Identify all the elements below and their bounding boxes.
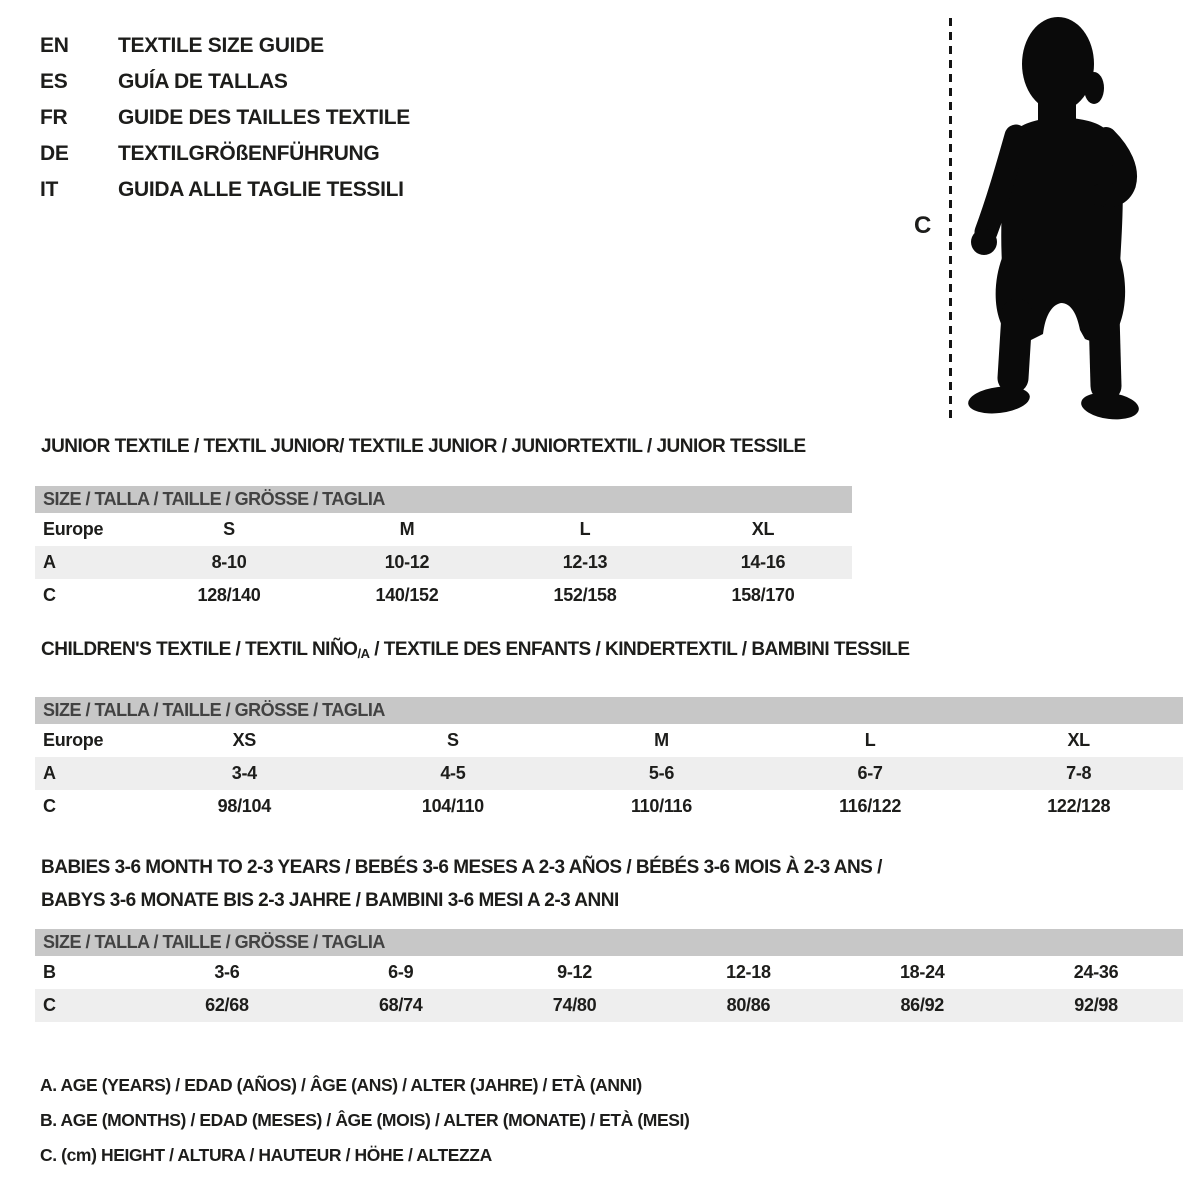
value-cell: 80/86 [726,995,771,1015]
value-cell: 116/122 [839,796,902,816]
section-title [35,640,1183,664]
size-header-bar: SIZE / TALLA / TAILLE / GRÖSSE / TAGLIA [35,697,1183,724]
value-cell: 140/152 [375,585,439,605]
value-cell: 122/128 [1047,796,1111,816]
value-cell: 12-18 [726,962,771,982]
title-line-1: BABIES 3-6 MONTH TO 2-3 YEARS / BEBÉS 3-6 MESES A 2-3 AÑOS / BÉBÉS 3-6 MOIS À 2-3 ANS / [41,857,882,878]
title-text: CHILDREN'S TEXTILE / TEXTIL NIÑO [41,639,358,660]
value-cell: 6-7 [857,763,883,783]
row-label-cell: B [43,962,56,982]
table-row [35,546,852,579]
column-header-cell: Europe [43,519,104,539]
lang-title: GUIDA ALLE TAGLIE TESSILI [118,178,404,201]
table-row [35,579,852,612]
value-cell: 110/116 [630,796,692,816]
section-junior-textile [35,437,852,612]
value-cell: 14-16 [740,552,786,572]
lang-row-fr [40,100,410,136]
column-header-cell: M [654,730,669,750]
lang-row-it [40,172,410,208]
legend-item-c: C. (cm) HEIGHT / ALTURA / HAUTEUR / HÖHE / ALTEZZA [40,1145,492,1165]
value-cell: 104/110 [421,796,484,816]
value-cell: 7-8 [1066,763,1092,783]
value-cell: 12-13 [562,552,608,572]
table-header-row [35,724,1183,757]
value-cell: 5-6 [648,763,675,783]
column-header-cell: M [399,519,415,539]
lang-title: GUÍA DE TALLAS [118,70,288,93]
section-children-textile [35,640,1183,823]
column-header-cell: XS [232,730,256,750]
lang-code: IT [40,178,59,201]
lang-code: DE [40,142,69,165]
lang-row-es [40,64,410,100]
value-cell: 158/170 [731,585,795,605]
column-header-cell: Europe [43,730,104,750]
table-row [35,790,1183,823]
table-row [35,956,1183,989]
value-cell: 128/140 [197,585,261,605]
language-list [40,28,410,208]
title-subscript: /A [357,646,370,661]
column-header-cell: S [447,730,459,750]
value-cell: 10-12 [384,552,430,572]
column-header-cell: XL [751,519,775,539]
value-cell: 152/158 [553,585,617,605]
lang-row-en [40,28,410,64]
value-cell: 74/80 [552,995,597,1015]
table-row [35,757,1183,790]
lang-title: TEXTILGRÖßENFÜHRUNG [118,142,380,165]
row-label-cell: C [43,995,56,1015]
column-header-cell: L [579,519,591,539]
column-header-cell: XL [1067,730,1090,750]
baby-silhouette-icon [958,12,1148,424]
section-babies-textile [35,851,1183,1022]
lang-code: FR [40,106,68,129]
value-cell: 4-5 [440,763,466,783]
size-guide-figure [900,12,1200,432]
legend-item-a: A. AGE (YEARS) / EDAD (AÑOS) / ÂGE (ANS) / ALTER (JAHRE) / ETÀ (ANNI) [40,1075,642,1095]
height-dimension-line [949,18,952,420]
value-cell: 92/98 [1074,995,1118,1015]
lang-title: GUIDE DES TAILLES TEXTILE [118,106,410,129]
lang-code: EN [40,34,69,57]
title-text: / TEXTILE DES ENFANTS / KINDERTEXTIL / BAMBINI TESSILE [369,639,910,660]
junior-size-table [35,513,852,612]
value-cell: 24-36 [1073,962,1119,982]
value-cell: 68/74 [378,995,423,1015]
table-row [35,989,1183,1022]
value-cell: 6-9 [388,962,414,982]
section-title: JUNIOR TEXTILE / TEXTIL JUNIOR/ TEXTILE JUNIOR / JUNIORTEXTIL / JUNIOR TESSILE [41,436,806,457]
value-cell: 9-12 [557,962,592,982]
column-header-cell: L [864,730,876,750]
value-cell: 86/92 [900,995,944,1015]
lang-code: ES [40,70,68,93]
column-header-cell: S [223,519,235,539]
measurement-legend [40,1068,689,1173]
value-cell: 18-24 [899,962,945,982]
value-cell: 8-10 [211,552,247,572]
size-header-bar: SIZE / TALLA / TAILLE / GRÖSSE / TAGLIA [35,486,852,513]
row-label-cell: C [43,585,56,605]
row-label-cell: C [43,796,56,816]
row-label-cell: A [43,763,56,783]
value-cell: 62/68 [205,995,249,1015]
lang-title: TEXTILE SIZE GUIDE [118,34,324,57]
babies-size-table [35,956,1183,1022]
legend-item-b: B. AGE (MONTHS) / EDAD (MESES) / ÂGE (MOIS) / ALTER (MONATE) / ETÀ (MESI) [40,1110,690,1130]
row-label-cell: A [43,552,56,572]
value-cell: 3-6 [214,962,240,982]
lang-row-de [40,136,410,172]
section-title [35,851,1183,917]
children-size-table [35,724,1183,823]
value-cell: 3-4 [231,763,257,783]
dimension-label-c: C [914,212,932,239]
value-cell: 98/104 [217,796,271,816]
title-line-2: BABYS 3-6 MONATE BIS 2-3 JAHRE / BAMBINI 3-6 MESI A 2-3 ANNI [41,890,619,911]
table-header-row [35,513,852,546]
size-header-bar: SIZE / TALLA / TAILLE / GRÖSSE / TAGLIA [35,929,1183,956]
